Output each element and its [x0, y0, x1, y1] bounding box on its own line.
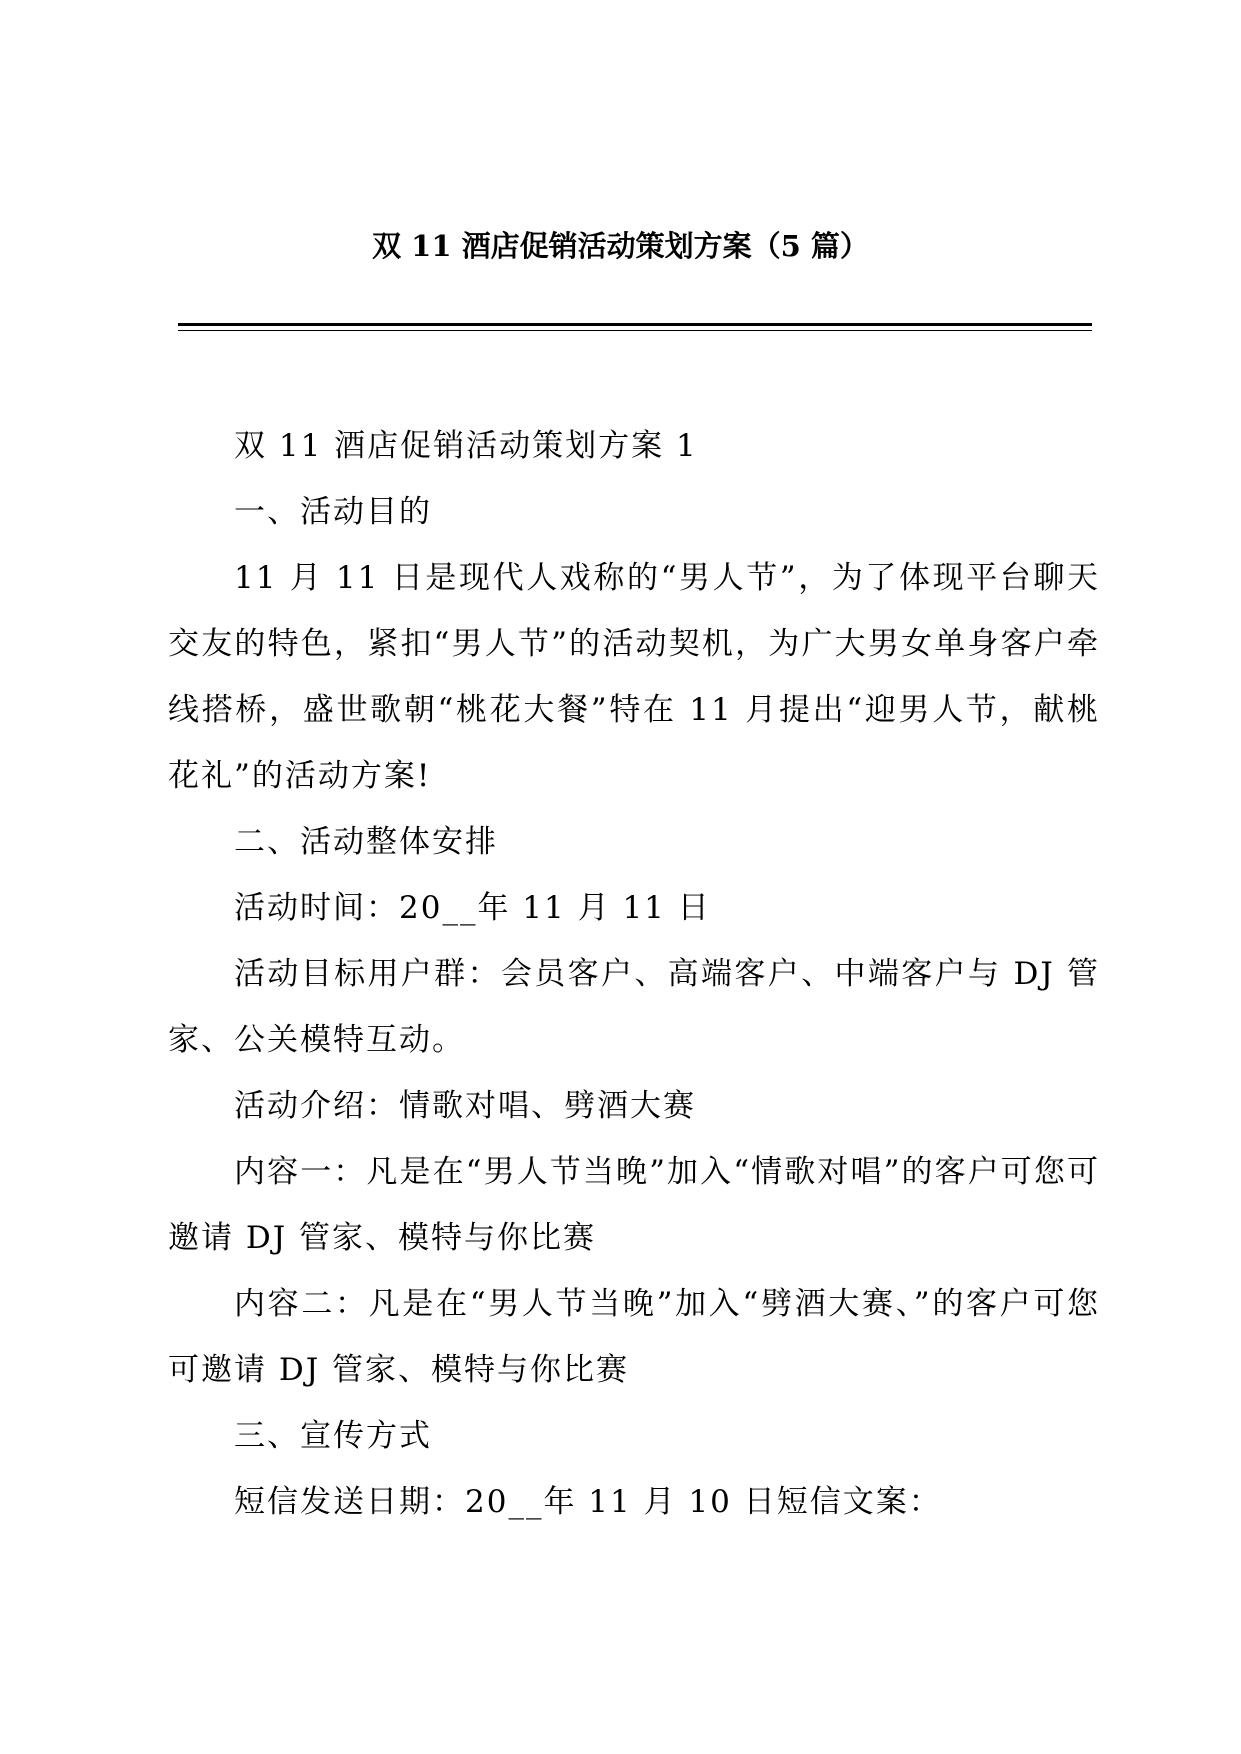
paragraph-time: 活动时间：20__年 11 月 11 日 [234, 890, 711, 926]
section-heading-plan-1: 双 11 酒店促销活动策划方案 1 [234, 428, 698, 464]
section-heading-promotion: 三、宣传方式 [234, 1418, 432, 1454]
section-heading-arrangement: 二、活动整体安排 [234, 824, 498, 860]
paragraph-introduction: 活动介绍：情歌对唱、劈酒大赛 [234, 1088, 696, 1124]
paragraph-content-2: 内容二：凡是在“男人节当晚”加入“劈酒大赛、”的客户可您可邀请 DJ 管家、模特与你比赛 [168, 1286, 1100, 1388]
section-heading-purpose: 一、活动目的 [234, 494, 432, 530]
paragraph-sms-date: 短信发送日期：20__年 11 月 10 日短信文案： [234, 1484, 942, 1520]
paragraph-target-users: 活动目标用户群：会员客户、高端客户、中端客户与 DJ 管家、公关模特互动。 [168, 956, 1100, 1058]
title-divider-thick [178, 323, 1092, 326]
paragraph-content-1: 内容一：凡是在“男人节当晚”加入“情歌对唱”的客户可您可邀请 DJ 管家、模特与你比赛 [168, 1154, 1100, 1256]
title-divider-thin [178, 330, 1092, 331]
document-title: 双 11 酒店促销活动策划方案（5 篇） [372, 229, 869, 263]
document-body [168, 413, 1100, 1535]
paragraph-purpose: 11 月 11 日是现代人戏称的“男人节”，为了体现平台聊天交友的特色，紧扣“男人节”的活动契机，为广大男女单身客户牵线搭桥，盛世歌朝“桃花大餐”特在 11 月提出“迎男人节，献桃花礼”的活动方案! [168, 560, 1100, 794]
